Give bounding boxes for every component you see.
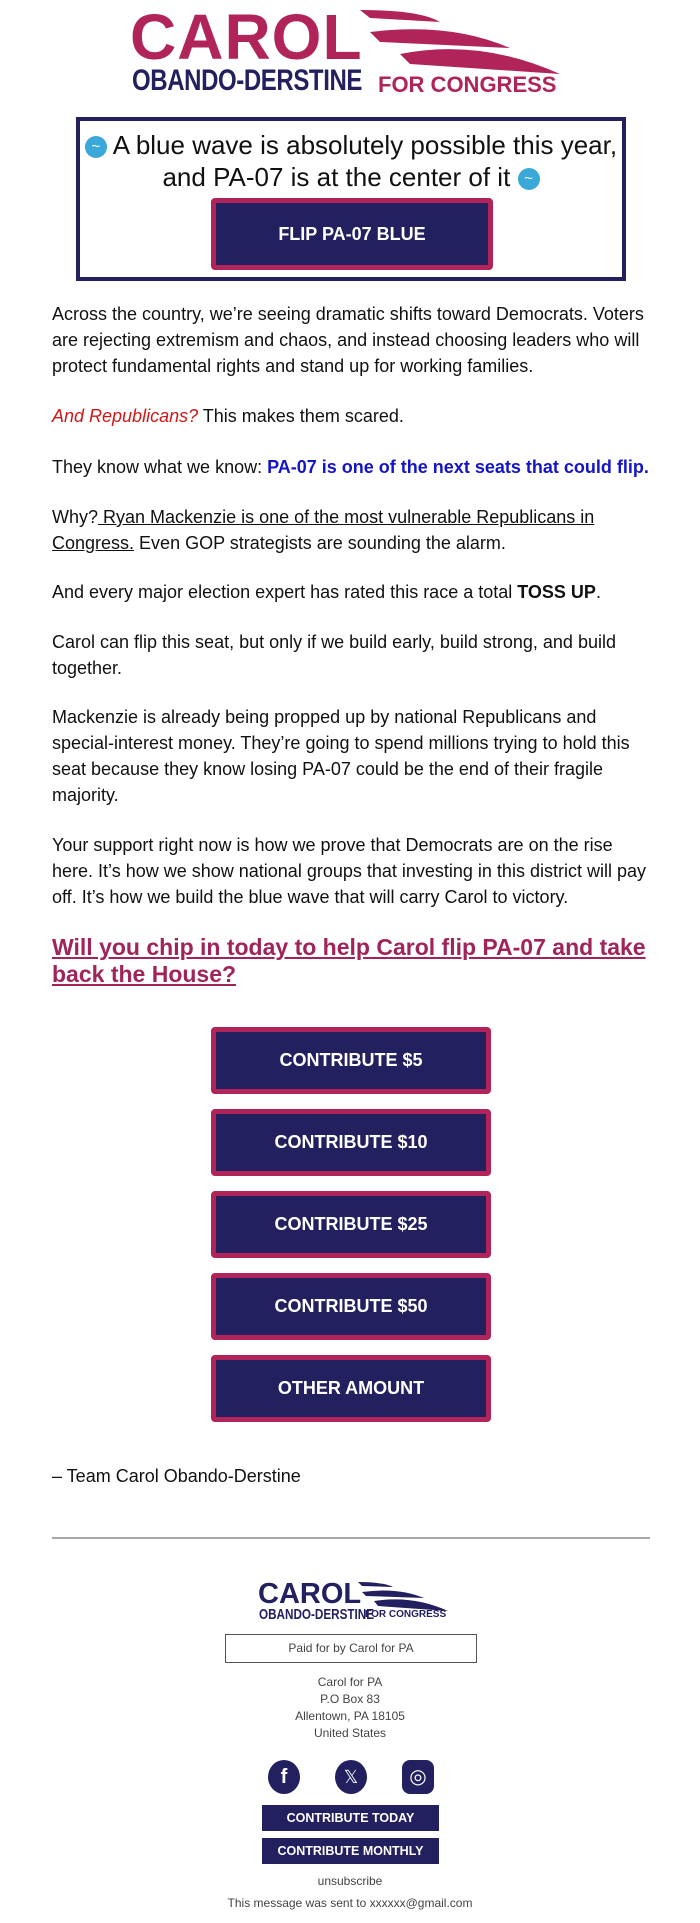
hero-box — [76, 117, 626, 281]
signature: – Team Carol Obando-Derstine — [52, 1466, 301, 1486]
paragraph-4: Why? Ryan Mackenzie is one of the most vulnerable Republicans in Congress. Even GOP strategists are sounding the alarm. — [52, 507, 595, 553]
flip-pa07-button[interactable]: FLIP PA-07 BLUE — [211, 198, 493, 270]
paragraph-7: Mackenzie is already being propped up by national Republicans and special-interest money. They’re going to spend millions trying to hold this seat because they know losing PA-07 could be the end of their fragile majority. — [52, 707, 630, 805]
paid-for-disclaimer: Paid for by Carol for PA — [225, 1634, 477, 1663]
mailing-address: Carol for PA P.O Box 83 Allentown, PA 18105 United States — [295, 1675, 405, 1740]
campaign-logo: CAROL OBANDO-DERSTINE FOR CONGRESS — [130, 4, 580, 100]
footer-logo: CAROL OBANDO-DERSTINE FOR CONGRESS — [258, 1578, 447, 1623]
vulnerable-republicans-link[interactable]: Ryan Mackenzie is one of the most vulnerable Republicans in Congress. — [52, 507, 595, 553]
hero-headline: ~ A blue wave is absolutely possible this year, and PA-07 is at the center of it ~ — [80, 129, 622, 193]
unsubscribe-link[interactable]: unsubscribe — [317, 1874, 383, 1888]
paragraph-5: And every major election expert has rated this race a total TOSS UP. — [52, 582, 601, 602]
paragraph-3: They know what we know: PA-07 is one of the next seats that could flip. — [52, 457, 649, 477]
contribute-today-button[interactable]: CONTRIBUTE TODAY — [262, 1805, 439, 1831]
paragraph-6: Carol can flip this seat, but only if we build early, build strong, and build together. — [52, 632, 616, 678]
wave-icon: ~ — [518, 168, 540, 190]
contribute-25-button[interactable]: CONTRIBUTE $25 — [211, 1191, 491, 1258]
contribute-5-button[interactable]: CONTRIBUTE $5 — [211, 1027, 491, 1094]
contribute-50-button[interactable]: CONTRIBUTE $50 — [211, 1273, 491, 1340]
contribute-10-button[interactable]: CONTRIBUTE $10 — [211, 1109, 491, 1176]
paragraph-2: And Republicans? This makes them scared. — [52, 406, 404, 426]
contribute-monthly-button[interactable]: CONTRIBUTE MONTHLY — [262, 1838, 439, 1864]
sent-to-notice: This message was sent to xxxxxx@gmail.com — [227, 1896, 473, 1910]
paragraph-1: Across the country, we’re seeing dramatic shifts toward Democrats. Voters are rejecting extremism and chaos, and instead choosing leaders who will protect fundamental rights and stand up for working families. — [52, 304, 644, 376]
x-twitter-icon[interactable]: 𝕏 — [335, 1760, 367, 1794]
paragraph-8: Your support right now is how we prove that Democrats are on the rise here. It’s how we show national groups that investing in this district will pay off. It’s how we build the blue wave that will carry Carol to victory. — [52, 835, 646, 907]
wave-icon: ~ — [85, 136, 107, 158]
other-amount-button[interactable]: OTHER AMOUNT — [211, 1355, 491, 1422]
facebook-icon[interactable]: f — [268, 1760, 300, 1794]
instagram-icon[interactable]: ◎ — [402, 1760, 434, 1794]
divider — [52, 1537, 650, 1539]
chip-in-link[interactable]: Will you chip in today to help Carol flip PA-07 and take back the House? — [52, 934, 646, 987]
flag-stripes-icon — [360, 8, 560, 78]
